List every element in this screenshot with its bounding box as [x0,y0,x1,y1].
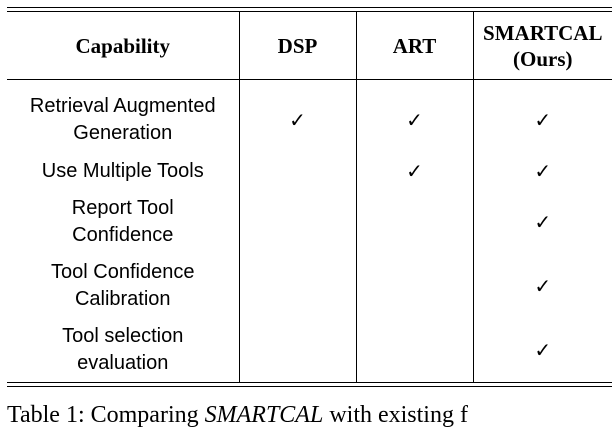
table-row [7,190,612,254]
header-art: ART [356,12,473,80]
table-row [7,80,612,153]
capability-cell: Use Multiple Tools [41,159,204,182]
comparison-table-container [7,7,612,387]
dsp-check-cell [239,152,356,190]
art-check-cell [356,318,473,382]
dsp-check-cell [239,254,356,318]
art-check-cell [356,254,473,318]
art-check-cell [356,190,473,254]
art-check-icon: ✓ [356,152,473,190]
smartcal-check-icon: ✓ [473,152,612,190]
dsp-check-cell [239,190,356,254]
capability-cell: Report Tool Confidence [71,197,174,246]
smartcal-check-icon: ✓ [473,80,612,153]
header-capability: Capability [7,12,239,80]
table-row [7,254,612,318]
header-dsp: DSP [239,12,356,80]
dsp-check-icon: ✓ [239,80,356,153]
capability-cell: Tool Confidence Calibration [51,261,195,310]
table-row [7,152,612,190]
comparison-table [7,12,612,382]
art-check-icon: ✓ [356,80,473,153]
smartcal-check-icon: ✓ [473,190,612,254]
table-row [7,318,612,382]
bottom-double-rule [7,382,612,387]
capability-cell: Tool selection evaluation [62,325,184,374]
header-row [7,12,612,80]
capability-cell: Retrieval Augmented Generation [29,95,216,144]
table-caption: Table 1: Comparing SMARTCAL with existing f [7,402,468,428]
header-smartcal: SMARTCAL (Ours) [473,12,612,80]
smartcal-check-icon: ✓ [473,254,612,318]
smartcal-check-icon: ✓ [473,318,612,382]
dsp-check-cell [239,318,356,382]
